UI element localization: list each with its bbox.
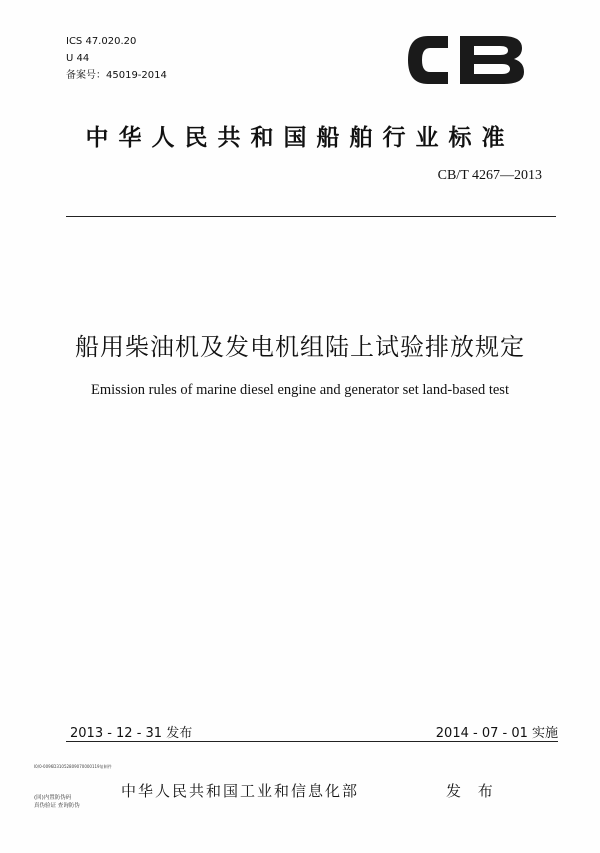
implementation-date: 2014 - 07 - 01 实施	[435, 726, 558, 741]
record-number: 备案号：45019-2014	[66, 70, 167, 81]
header-divider	[66, 216, 556, 217]
footer-divider	[66, 741, 558, 742]
ics-code: ICS 47.020.20	[66, 36, 137, 47]
classification-block	[66, 33, 167, 84]
anti-counterfeit-line-1: (回)内置防伪码	[34, 795, 72, 801]
publisher-name: 中华人民共和国工业和信息化部	[121, 782, 360, 800]
anti-counterfeit-line-2: 真伪验证 查询防伪	[34, 803, 80, 809]
standard-category-title: 中华人民共和国船舶行业标准	[85, 125, 515, 151]
standard-code: CB/T 4267—2013	[437, 168, 542, 183]
class-code: U 44	[66, 53, 90, 64]
anti-counterfeit-code: Ⅰ0/0-0096D31052809070000119复制件	[34, 764, 112, 769]
issue-date: 2013 - 12 - 31 发布	[70, 726, 193, 741]
anti-counterfeit-note	[34, 794, 80, 810]
document-title-en: Emission rules of marine diesel engine and generator set land-based test	[91, 382, 509, 398]
publish-label: 发 布	[446, 782, 499, 800]
document-title-cn: 船用柴油机及发电机组陆上试验排放规定	[75, 333, 525, 361]
cb-logo	[404, 32, 528, 88]
